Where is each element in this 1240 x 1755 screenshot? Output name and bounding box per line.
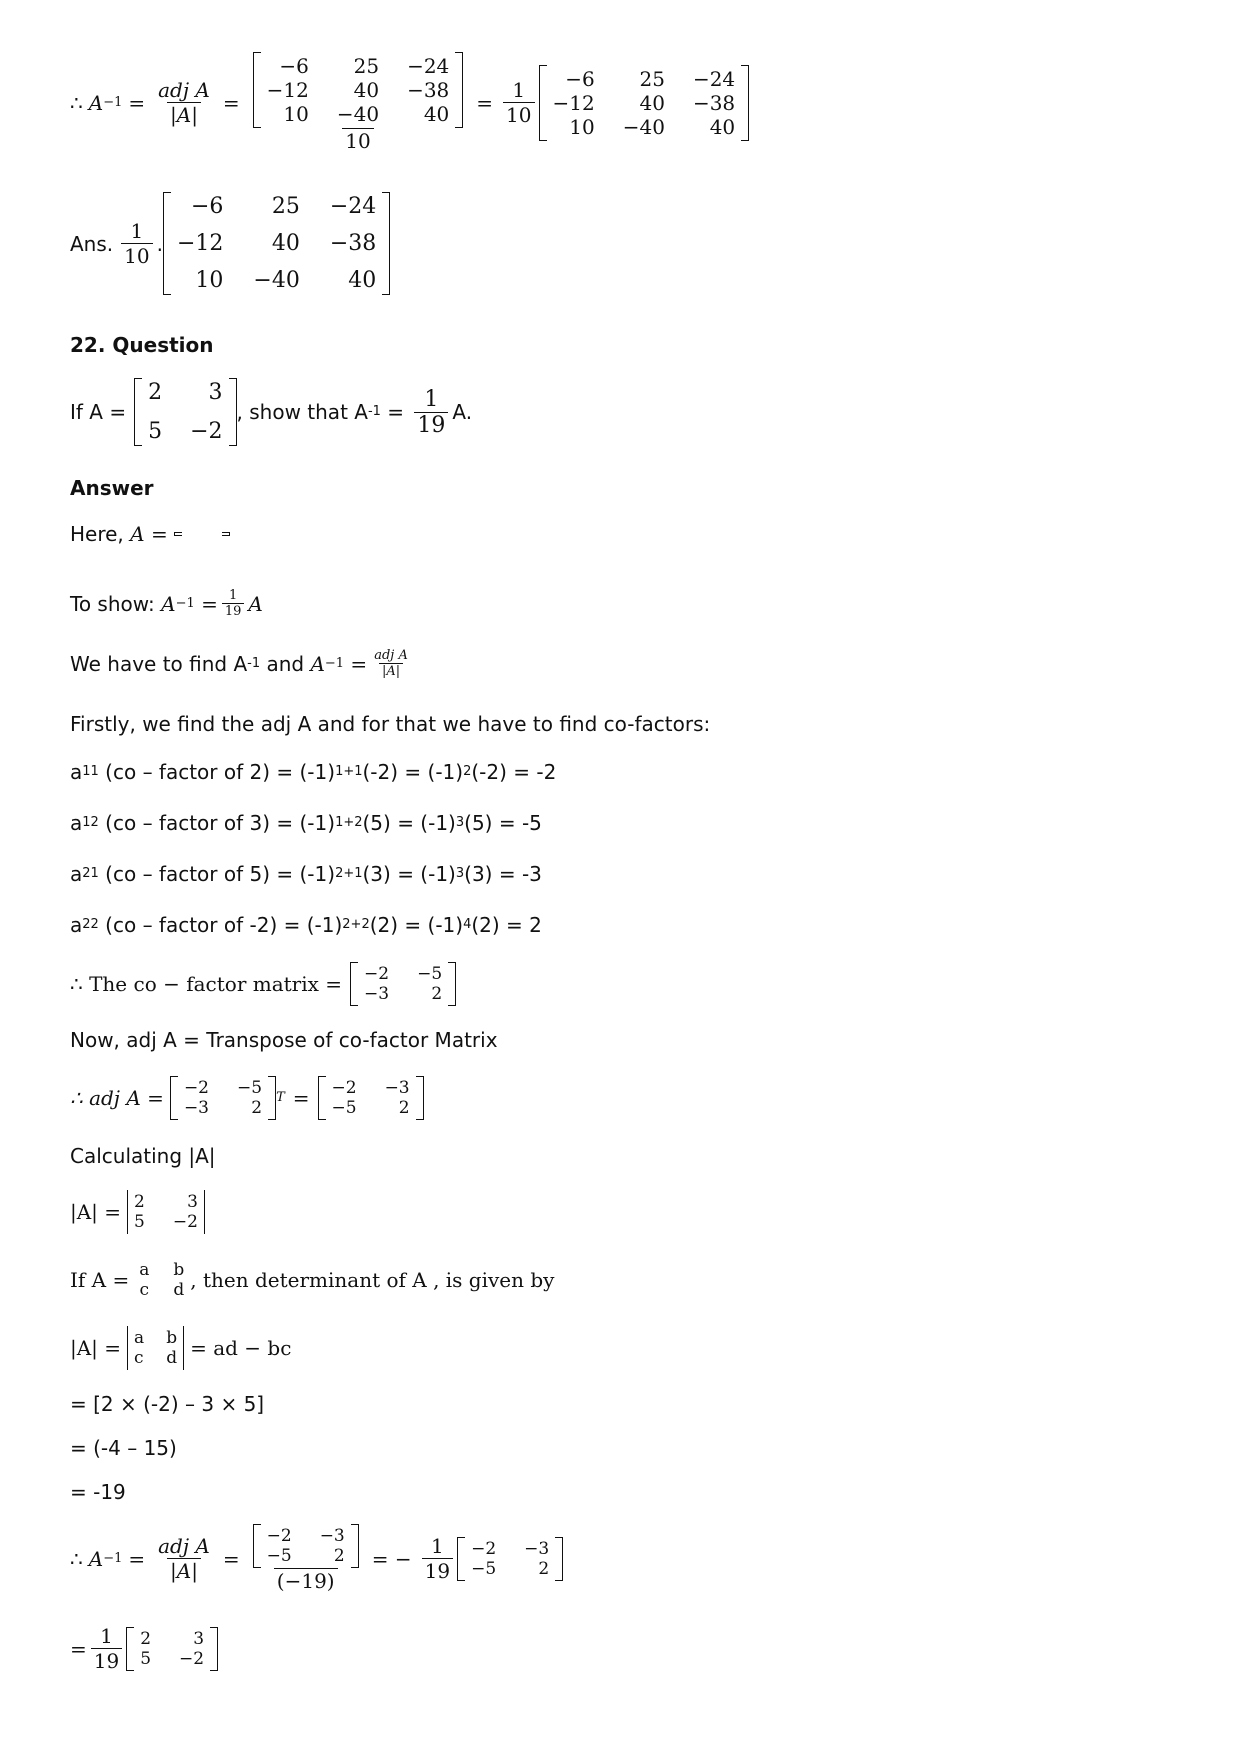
matrix-cell: −5	[266, 1546, 292, 1566]
top-inverse-line: ∴ A −1 = $\frac{\text{adj A}}{|A|}$ = −6 25 −24 −12 40 −38 10 −40 40 10 = $\frac{1}{10}$ −6 25 −24 −12 40 −38 10 −40 40	[70, 52, 749, 153]
matrix-cell: d	[166, 1348, 178, 1368]
matrix-cell: a	[134, 1328, 145, 1348]
matrix-cell: −38	[692, 90, 736, 115]
matrix-cell: 10	[195, 268, 224, 293]
matrix-cell: 40	[348, 268, 377, 293]
if-abcd-line: If A = a b c d , then determinant of A , is given by	[70, 1260, 555, 1300]
step-2: = (-4 – 15)	[70, 1436, 177, 1460]
cofactor-t2: (2) = (-1)	[369, 913, 464, 937]
matrix-cell: 5	[148, 419, 163, 444]
adj-transpose-line: ∴ adj A = −2 −5 −3 2 T = −2 −3 −5 2	[70, 1076, 424, 1120]
matrix-over-ten-fraction: −6 25 −24 −12 40 −38 10 −40 40 10	[250, 52, 467, 153]
matrix-cell: −6	[279, 54, 309, 78]
matrix-cell: −12	[266, 78, 309, 102]
matrix-cell: 2	[538, 1558, 550, 1579]
matrix-cell: c	[134, 1348, 144, 1368]
matrix-cell: 40	[353, 78, 380, 102]
find-fraction: $\frac{\text{adj A}}{|A|}$	[374, 648, 408, 679]
ans-label: Ans.	[70, 231, 114, 256]
matrix-cell: −2	[471, 1538, 497, 1559]
question-heading: 22. Question	[70, 333, 214, 357]
matrix-cell: 2	[431, 984, 443, 1004]
matrix-cell: 3	[208, 380, 223, 405]
matrix-cell: c	[139, 1280, 150, 1300]
matrix-cell: −24	[692, 66, 736, 91]
adj-result-matrix	[318, 1076, 424, 1120]
step-3: = -19	[70, 1480, 126, 1504]
matrix-cell: −12	[552, 90, 595, 115]
matrix-cell: 2	[134, 1192, 145, 1212]
matrix-cell: −2	[172, 1212, 198, 1232]
adj-transpose-matrix	[170, 1076, 276, 1120]
ans-matrix	[163, 192, 390, 295]
therefore-symbol: ∴	[70, 90, 83, 115]
matrix-cell: −38	[407, 78, 450, 102]
matrix-cell: 40	[271, 231, 300, 256]
cofactor-t1: (co – factor of 5) = (-1)	[98, 862, 336, 886]
abcd-matrix	[133, 1258, 190, 1302]
matrix-cell: d	[173, 1280, 185, 1300]
cofactor-a: a	[70, 811, 83, 835]
final-result-line: = $\frac{1}{19}$ 2 3 5 −2	[70, 1624, 218, 1673]
cofactor-matrix-line: ∴ The co − factor matrix = −2 −5 −3 2	[70, 962, 456, 1006]
final-matrix-2	[457, 1537, 563, 1581]
matrix-cell: −38	[329, 231, 377, 256]
cofactor-matrix	[350, 962, 456, 1006]
matrix-cell: −24	[407, 54, 450, 78]
cofactor-t2: (-2) = (-1)	[362, 760, 464, 784]
matrix-cell: 2	[251, 1098, 263, 1118]
matrix-cell: −12	[176, 231, 224, 256]
det-matrix	[127, 1190, 205, 1234]
matrix-cell: 2	[140, 1628, 152, 1649]
cofactor-line-1: a 11 (co – factor of 2) = (-1) 1+1 (-2) = (-1) 2 (-2) = -2	[70, 760, 557, 784]
calc-det-line: Calculating |A|	[70, 1144, 216, 1168]
cofactor-a: a	[70, 862, 83, 886]
matrix-cell: a	[139, 1260, 150, 1280]
matrix-cell: 25	[353, 54, 380, 78]
now-adj-line: Now, adj A = Transpose of co-factor Matrix	[70, 1028, 498, 1052]
det-abcd-matrix	[127, 1326, 184, 1370]
matrix-cell: 10	[569, 114, 595, 139]
matrix-cell: −2	[266, 1526, 292, 1546]
matrix-cell: −3	[364, 984, 390, 1004]
matrix-cell: −5	[237, 1078, 263, 1098]
matrix-cell: b	[166, 1328, 178, 1348]
final-neg-fraction: $\frac{1}{19}$	[422, 1534, 453, 1583]
one-tenth-fraction: $\frac{1}{10}$	[503, 78, 534, 127]
matrix-cell: 40	[709, 114, 736, 139]
matrix-cell: −3	[384, 1078, 410, 1098]
matrix-cell: −3	[319, 1526, 345, 1546]
matrix-cell: 40	[423, 102, 450, 126]
matrix-cell: −5	[331, 1098, 357, 1118]
cofactor-line-3: a 21 (co – factor of 5) = (-1) 2+1 (3) = (-1) 3 (3) = -3	[70, 862, 542, 886]
matrix-cell: −5	[471, 1558, 497, 1579]
final-inverse-line: ∴ A −1 = $\frac{\text{adj A}}{|A|}$ = −2 −3 −5 2 (−19) = − $\frac{1}{19}$ −2 −3 −5 2	[70, 1524, 563, 1593]
one-nineteenth-fraction: $\frac{1}{19}$	[414, 387, 448, 438]
final-result-fraction: $\frac{1}{19}$	[91, 1624, 122, 1673]
matrix-cell: −2	[183, 1078, 209, 1098]
final-result-matrix	[126, 1627, 218, 1671]
cofactor-a: a	[70, 760, 83, 784]
matrix-cell: b	[173, 1260, 185, 1280]
cofactor-t3: (5) = -5	[464, 811, 542, 835]
firstly-line: Firstly, we find the adj A and for that we have to find co-factors:	[70, 712, 711, 736]
matrix-cell: −6	[190, 194, 224, 219]
matrix-cell: −6	[565, 66, 595, 91]
det-formula-line: |A| = a b c d = ad − bc	[70, 1328, 292, 1368]
final-adj-fraction: $\frac{\text{adj A}}{|A|}$	[158, 1534, 210, 1583]
ans-line: Ans. $\frac{1}{10}$ . −6 25 −24 −12 40 −38 10 −40 40	[70, 192, 390, 295]
matrix-cell: −3	[524, 1538, 550, 1559]
matrix-cell: −40	[622, 114, 665, 139]
final-matrix-numerator	[253, 1524, 359, 1568]
matrix-cell: 5	[140, 1648, 152, 1669]
cofactor-line-2: a 12 (co – factor of 3) = (-1) 1+2 (5) = (-1) 3 (5) = -5	[70, 811, 542, 835]
matrix-cell: −2	[190, 419, 223, 444]
here-line: Here, A =	[70, 522, 230, 546]
final-matrix-fraction: −2 −3 −5 2 (−19)	[250, 1524, 362, 1593]
cofactor-a: a	[70, 913, 83, 937]
matrix-cell: 3	[187, 1192, 198, 1212]
matrix-cell: −24	[329, 194, 377, 219]
matrix-cell: 5	[134, 1212, 145, 1232]
step-1: = [2 × (-2) – 3 × 5]	[70, 1392, 265, 1416]
adj-over-det-fraction: $\frac{\text{adj A}}{|A|}$	[158, 78, 210, 127]
cofactor-line-4: a 22 (co – factor of -2) = (-1) 2+2 (2) = (-1) 4 (2) = 2	[70, 913, 542, 937]
det-line: |A| = 2 3 5 −2	[70, 1190, 205, 1234]
matrix-cell: −2	[364, 964, 390, 984]
matrix-cell: 2	[398, 1098, 410, 1118]
matrix-cell: −2	[179, 1648, 205, 1669]
cofactor-t3: (2) = 2	[471, 913, 542, 937]
matrix-cell: −5	[417, 964, 443, 984]
cofactor-t2: (5) = (-1)	[362, 811, 456, 835]
matrix-cell: 25	[639, 66, 665, 91]
cofactor-t3: (3) = -3	[464, 862, 542, 886]
question-matrix	[134, 378, 236, 446]
matrix-cell: −40	[336, 102, 380, 126]
cofactor-t1: (co – factor of 3) = (-1)	[98, 811, 336, 835]
find-line: We have to find A -1 and A −1 = $\frac{\text{adj A}}{|A|}$	[70, 648, 415, 679]
ans-fraction: $\frac{1}{10}$	[121, 219, 152, 268]
matrix-cell: −3	[183, 1098, 209, 1118]
here-matrix	[174, 532, 230, 536]
matrix-cell: −40	[253, 268, 300, 293]
matrix-cell: 25	[271, 194, 300, 219]
matrix-cell: 10	[283, 102, 309, 126]
matrix-cell: 3	[193, 1628, 205, 1649]
to-show-fraction: $\frac{1}{19}$	[222, 588, 245, 619]
to-show-line: To show: A −1 = $\frac{1}{19}$ A	[70, 588, 263, 619]
cofactor-t1: (co – factor of 2) = (-1)	[98, 760, 336, 784]
matrix-cell: 2	[148, 380, 163, 405]
cofactor-t2: (3) = (-1)	[362, 862, 456, 886]
matrix-cell: 2	[333, 1546, 345, 1566]
matrix-cell: 40	[639, 90, 665, 115]
matrix-cell: −2	[331, 1078, 357, 1098]
top-matrix-1	[253, 52, 464, 128]
cofactor-t3: (-2) = -2	[471, 760, 557, 784]
cofactor-t1: (co – factor of -2) = (-1)	[98, 913, 343, 937]
top-matrix-2	[539, 65, 750, 141]
answer-heading: Answer	[70, 476, 154, 500]
question-text: If A = 2 3 5 −2 , show that A -1 = $\frac{1}{19}$ A.	[70, 380, 473, 444]
